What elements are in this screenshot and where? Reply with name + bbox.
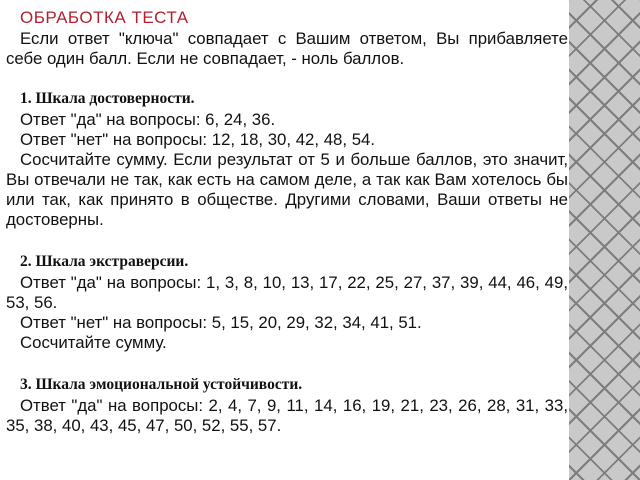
stability-yes-line: Ответ "да" на вопросы: 2, 4, 7, 9, 11, 14, 16, 19, 21, 23, 26, 28, 31, 33, 35, 38, 40, 43, 45, 47, 50, 52, 55, 57.	[6, 396, 568, 435]
extraversion-no-line: Ответ "нет" на вопросы: 5, 15, 20, 29, 32, 34, 41, 51.	[20, 313, 422, 332]
extraversion-yes-line: Ответ "да" на вопросы: 1, 3, 8, 10, 13, 17, 22, 25, 27, 37, 39, 44, 46, 49, 53, 56.	[6, 273, 568, 312]
document-title: ОБРАБОТКА ТЕСТА	[20, 8, 189, 27]
section-heading-stability: 3. Шкала эмоциональной устойчивости.	[20, 376, 303, 393]
section-heading-extraversion: 2. Шкала экстраверсии.	[20, 253, 189, 270]
reliability-explanation: Сосчитайте сумму. Если результат от 5 и больше баллов, это значит, Вы отвечали не так, как есть на самом деле, а так как Вам хотелось бы или так, как принято в обществе. Другими словами, Ваши ответы не достоверны.	[6, 150, 568, 229]
extraversion-sum-line: Сосчитайте сумму.	[20, 333, 167, 352]
document-body	[6, 8, 568, 436]
section-heading-reliability: 1. Шкала достоверности.	[20, 90, 195, 107]
decorative-pattern-strip	[569, 0, 640, 480]
reliability-no-line: Ответ "нет" на вопросы: 12, 18, 30, 42, 48, 54.	[20, 130, 376, 149]
reliability-yes-line: Ответ "да" на вопросы: 6, 24, 36.	[20, 110, 276, 129]
intro-paragraph: Если ответ "ключа" совпадает с Вашим ответом, Вы прибавляете себе один балл. Если не совпадает, - ноль баллов.	[6, 29, 568, 68]
